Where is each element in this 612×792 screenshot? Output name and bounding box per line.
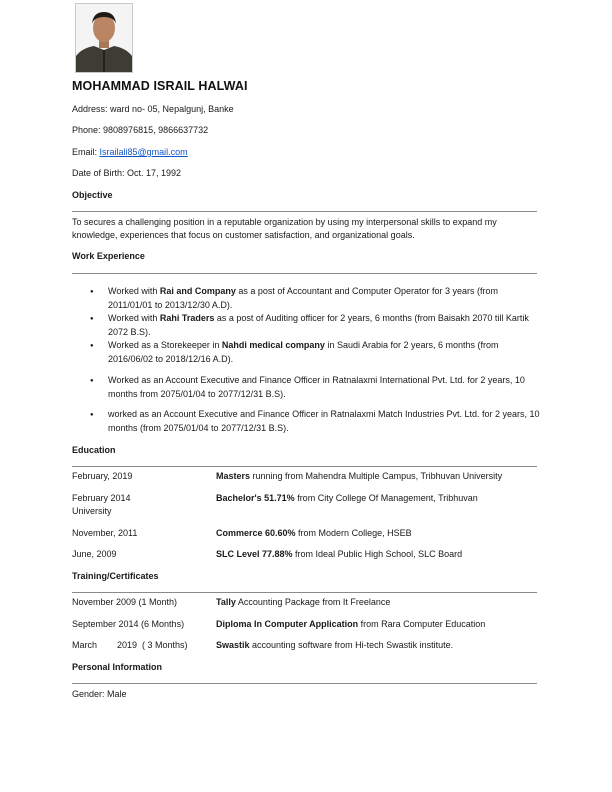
candidate-name: MOHAMMAD ISRAIL HALWAI	[72, 79, 248, 93]
person-photo-icon	[76, 4, 132, 72]
education-date: November, 2011	[72, 528, 138, 538]
education-divider	[72, 466, 537, 467]
email-line	[72, 147, 188, 158]
dob-line	[72, 168, 181, 179]
bullet-icon	[90, 286, 96, 296]
training-divider	[72, 592, 537, 593]
training-detail: Swastik accounting software from Hi-tech Swastik institute.	[216, 640, 454, 650]
training-detail: Tally Accounting Package from It Freelance	[216, 597, 391, 607]
work-item: Worked with Rai and Company as a post of Accountant and Computer Operator for 3 years (from 2011/01/01 to 2013/12/30 A.D).	[108, 286, 499, 310]
work-experience-divider	[72, 273, 537, 274]
bullet-icon	[90, 340, 96, 350]
objective-text: To secures a challenging position in a reputable organization by using my interpersonal skills to expand my knowledge, experiences that focus on customer satisfaction, and organizational goals.	[72, 217, 497, 240]
profile-photo	[75, 3, 133, 73]
personal-info-heading: Personal Information	[72, 662, 163, 672]
education-heading: Education	[72, 445, 116, 455]
bullet-icon	[90, 409, 96, 419]
phone-label: Phone:	[72, 125, 104, 135]
education-date: June, 2009	[72, 549, 117, 559]
gender-label: Gender:	[72, 689, 108, 699]
address-line	[72, 104, 234, 115]
education-detail: Bachelor's 51.71% from City College Of Management, Tribhuvan	[216, 493, 478, 503]
training-date: November 2009 (1 Month)	[72, 597, 178, 607]
training-date: September 2014 (6 Months)	[72, 619, 185, 629]
email-label: Email:	[72, 147, 100, 157]
bullet-icon	[90, 313, 96, 323]
work-item: Worked with Rahi Traders as a post of Auditing officer for 2 years, 6 months (from Baisakh 2070 till Kartik 2072 B.S).	[108, 313, 529, 337]
personal-info-divider	[72, 683, 537, 684]
training-date: March 2019 ( 3 Months)	[72, 640, 188, 650]
training-detail: Diploma In Computer Application from Rara Computer Education	[216, 619, 486, 629]
phone-value: 9808976815, 9866637732	[103, 125, 209, 135]
address-label: Address:	[72, 104, 111, 114]
work-item: Worked as an Account Executive and Finance Officer in Ratnalaxmi International Pvt. Ltd. for 2 years, 10 months from 2075/01/04 to 2077/12/31 B.S).	[108, 375, 525, 399]
objective-heading: Objective	[72, 190, 113, 200]
dob-value: Oct. 17, 1992	[127, 168, 182, 178]
work-item: worked as an Account Executive and Finance Officer in Ratnalaxmi Match Industries Pvt. Ltd. for 2 years, 10 months (from 2075/01/04 to 2077/12/31 B.S).	[108, 409, 540, 433]
gender-value: Male	[107, 689, 127, 699]
education-date: February, 2019	[72, 471, 133, 481]
gender-line	[72, 689, 127, 700]
dob-label: Date of Birth:	[72, 168, 128, 178]
objective-divider	[72, 211, 537, 212]
work-item: Worked as a Storekeeper in Nahdi medical company in Saudi Arabia for 2 years, 6 months (from 2016/06/02 to 2018/12/16 A.D).	[108, 340, 499, 364]
education-detail: Commerce 60.60% from Modern College, HSEB	[216, 528, 412, 538]
bullet-icon	[90, 375, 96, 385]
education-detail: SLC Level 77.88% from Ideal Public High School, SLC Board	[216, 549, 463, 559]
training-heading: Training/Certificates	[72, 571, 159, 581]
address-value: ward no- 05, Nepalgunj, Banke	[110, 104, 234, 114]
email-link[interactable]: Israilali85@gmail.com	[99, 147, 188, 157]
phone-line	[72, 125, 208, 136]
education-date: February 2014 University	[72, 493, 131, 516]
education-detail: Masters running from Mahendra Multiple Campus, Tribhuvan University	[216, 471, 503, 481]
work-experience-heading: Work Experience	[72, 251, 145, 261]
